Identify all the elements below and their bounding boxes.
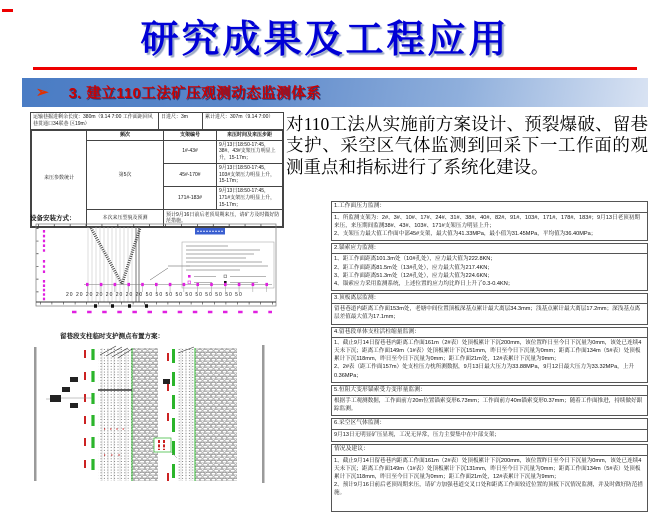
roadway-support-plan xyxy=(32,343,280,487)
section-title: 5.恒阻大变形锚索受力变形量监测： xyxy=(332,386,647,397)
section-item: 9月13日无明显矿压显现，工况无异常，压力主要集中在中部支架； xyxy=(334,431,500,438)
section-item: 2、预计9月16日前后老顶周期来压，请矿方加强巷道交叉口处和距离工作面较近位置的顶板下沉情况监测，并及时做好防范措施。 xyxy=(334,481,643,497)
col-frequency: 频次 xyxy=(87,130,164,140)
roadway-strip-a xyxy=(46,346,158,481)
table-row xyxy=(32,130,283,140)
section-title: 情况及建议： xyxy=(332,445,647,456)
table-header-strip xyxy=(31,113,283,130)
section-item: 1、截止9月14日留巷巷内距离工作面161m（2#表）处顶板累计下沉200mm，该位置昨日至今日下沉量为0mm，该处已连续4天未下沉；距离工作面149m（1#表）处顶板累计下沉131mm，昨日至今日下沉量为0mm；距离工作面134m（5#表）处顶板累计下沉118mm，昨日至今日下沉量为0mm；距工作面21m处，12#表累计下沉量为9mm； xyxy=(334,457,642,480)
report-section xyxy=(331,293,648,325)
section-item: 2、距工作面距离81.5m处（13#孔处），应力最大值为217.4KN； xyxy=(334,264,493,271)
curve-left-branch xyxy=(91,228,122,284)
section-title: 2.锚索应力监测： xyxy=(332,244,647,255)
prediction-text-cell: 预计9月16日前后老顶周期来压，请矿方及时做好防范措施。 xyxy=(164,210,283,227)
press-time-cell: 9月13日18:50-17:45，38#、43#支架压力明显上升，15-17m； xyxy=(217,140,283,163)
section-title: 6.采空区气体监测： xyxy=(332,419,647,430)
pressure-summary-table xyxy=(30,112,284,228)
support-range-cell: 171#-183# xyxy=(164,187,217,210)
section-banner xyxy=(22,78,648,107)
bullet-arrow-icon: ➢ xyxy=(36,84,49,101)
section-title: 1.工作面压力监测： xyxy=(332,202,647,213)
curve-right-branch xyxy=(122,228,140,284)
intro-paragraph: 对110工法从实施前方案设计、预裂爆破、留巷支护、采空区气体监测到回采下一工作面的观测重点和指标进行了系统化建设。 xyxy=(286,114,648,177)
annotation-leader xyxy=(150,268,168,280)
section-item: 1、距工作面距离101.3m处（10#孔处），应力最大值为222.8KN； xyxy=(334,256,496,263)
prediction-label-cell: 本次来压型貌及预测 xyxy=(87,210,164,227)
support-layout-diagram xyxy=(32,222,280,328)
press-time-cell: 9月13日18:50-17:45，103#支架压力明显上升，15-17m； xyxy=(217,163,283,186)
section-item: 2、2#表（距工作面157m）处支柱压力枕所测数据，9月13日最大压力为33.88MPa，9月12日最大压力为33.32MPa，上升0.36MPa； xyxy=(334,364,634,379)
section-item: 留巷巷道内距离工作面153m处，老塘中间位置顶板深基点累计最大离层34.3mm；浅基点累计最大离层17.2mm；深浅基点离层差值最大值为17.1mm； xyxy=(334,306,641,321)
stat-label-cell: 来压参数统计 xyxy=(32,130,87,227)
roadway-strip-b xyxy=(154,347,237,481)
section-item: 1、所监测支架为：2#、3#、10#、17#、24#、31#、38#、40#、82#、91#、103#、171#、178#、183#；9月13日老顶初期来压，来压期间监测38#、43#、103#、171#支架压力明显上升； xyxy=(334,214,640,229)
report-section xyxy=(331,327,648,383)
section-title: 4.留巷段单体支柱活柱缩量监测： xyxy=(332,328,647,339)
diagram-caption: 留巷段支柱临时支护测点布置方案： xyxy=(60,333,164,340)
support-range-cell: 1#-43# xyxy=(164,140,217,163)
report-section xyxy=(331,385,648,417)
report-section xyxy=(331,444,648,512)
right-margin-bar xyxy=(262,345,265,483)
legend-box xyxy=(182,242,274,288)
header-remaining-length: 运输巷掘进剩余长度：380m（9.14 7:00 工作面距回风巷贯通口34联巷 区19m） xyxy=(31,113,159,129)
title-divider-line xyxy=(33,67,637,70)
section-title: 3.顶板离层监测： xyxy=(332,294,647,305)
left-margin-bar xyxy=(34,347,37,481)
report-section xyxy=(331,418,648,442)
press-time-cell: 9月13日18:50-17:45，171#支架压力明显上升，15-17m； xyxy=(217,187,283,210)
header-daily-advance: 日进尺：3m xyxy=(159,113,203,129)
diagram-number-row: 20 20 20 20 20 20 20 20 50 50 50 50 50 50 50 50 50 50 xyxy=(66,292,243,298)
support-range-cell: 45#-170# xyxy=(164,163,217,186)
section-item: 根据手工观测数据，工作面前方20m位置锚索变形6.73mm；工作面前方40m锚索变形0.37mm；随着工作面推进，持续做好跟踪监测。 xyxy=(334,398,643,413)
page-title: 研究成果及工程应用 xyxy=(140,19,510,61)
col-time-step: 来压时间及来压步距 xyxy=(217,130,283,140)
section-item: 4、锚索应力采用监测系统，上述位置的应力均比昨日上升了0.3-0.4KN； xyxy=(334,280,514,287)
section-item: 2、支架压力最大值工作面中部45#支架，最大值为41.33MPa，最小值为31.45MPa，平均值为36.40MPa； xyxy=(334,230,597,237)
install-method-label: 设备安装方式： xyxy=(30,215,76,222)
monitoring-report xyxy=(331,201,648,514)
section-item: 1、截止9月14日留巷巷内距离工作面161m（2#表）处顶板累计下沉200mm，该位置昨日至今日下沉量为0mm，该处已连续4天未下沉；距离工作面149m（1#表）处顶板累计下沉151mm，昨日至今日下沉量为0mm；距离工作面134m（5#表）处顶板累计下沉118mm，昨日至今日下沉量为0mm；距工作面21m处，12#表累计下沉量为9mm； xyxy=(334,340,642,363)
section-item: 3、距工作面距离51.3m处（12#孔处），应力最大值为224.6KN； xyxy=(334,272,493,279)
report-section xyxy=(331,243,648,291)
col-support-number: 支架编号 xyxy=(164,130,217,140)
header-total-advance: 累计进尺：307m（9.14 7:00） xyxy=(205,114,274,120)
report-section xyxy=(331,201,648,241)
vertical-grid-lines xyxy=(88,227,132,302)
section-banner-title: 3. 建立110工法矿压观测动态监测体系 xyxy=(68,86,322,102)
frequency-value-cell: 第5次 xyxy=(87,140,164,210)
